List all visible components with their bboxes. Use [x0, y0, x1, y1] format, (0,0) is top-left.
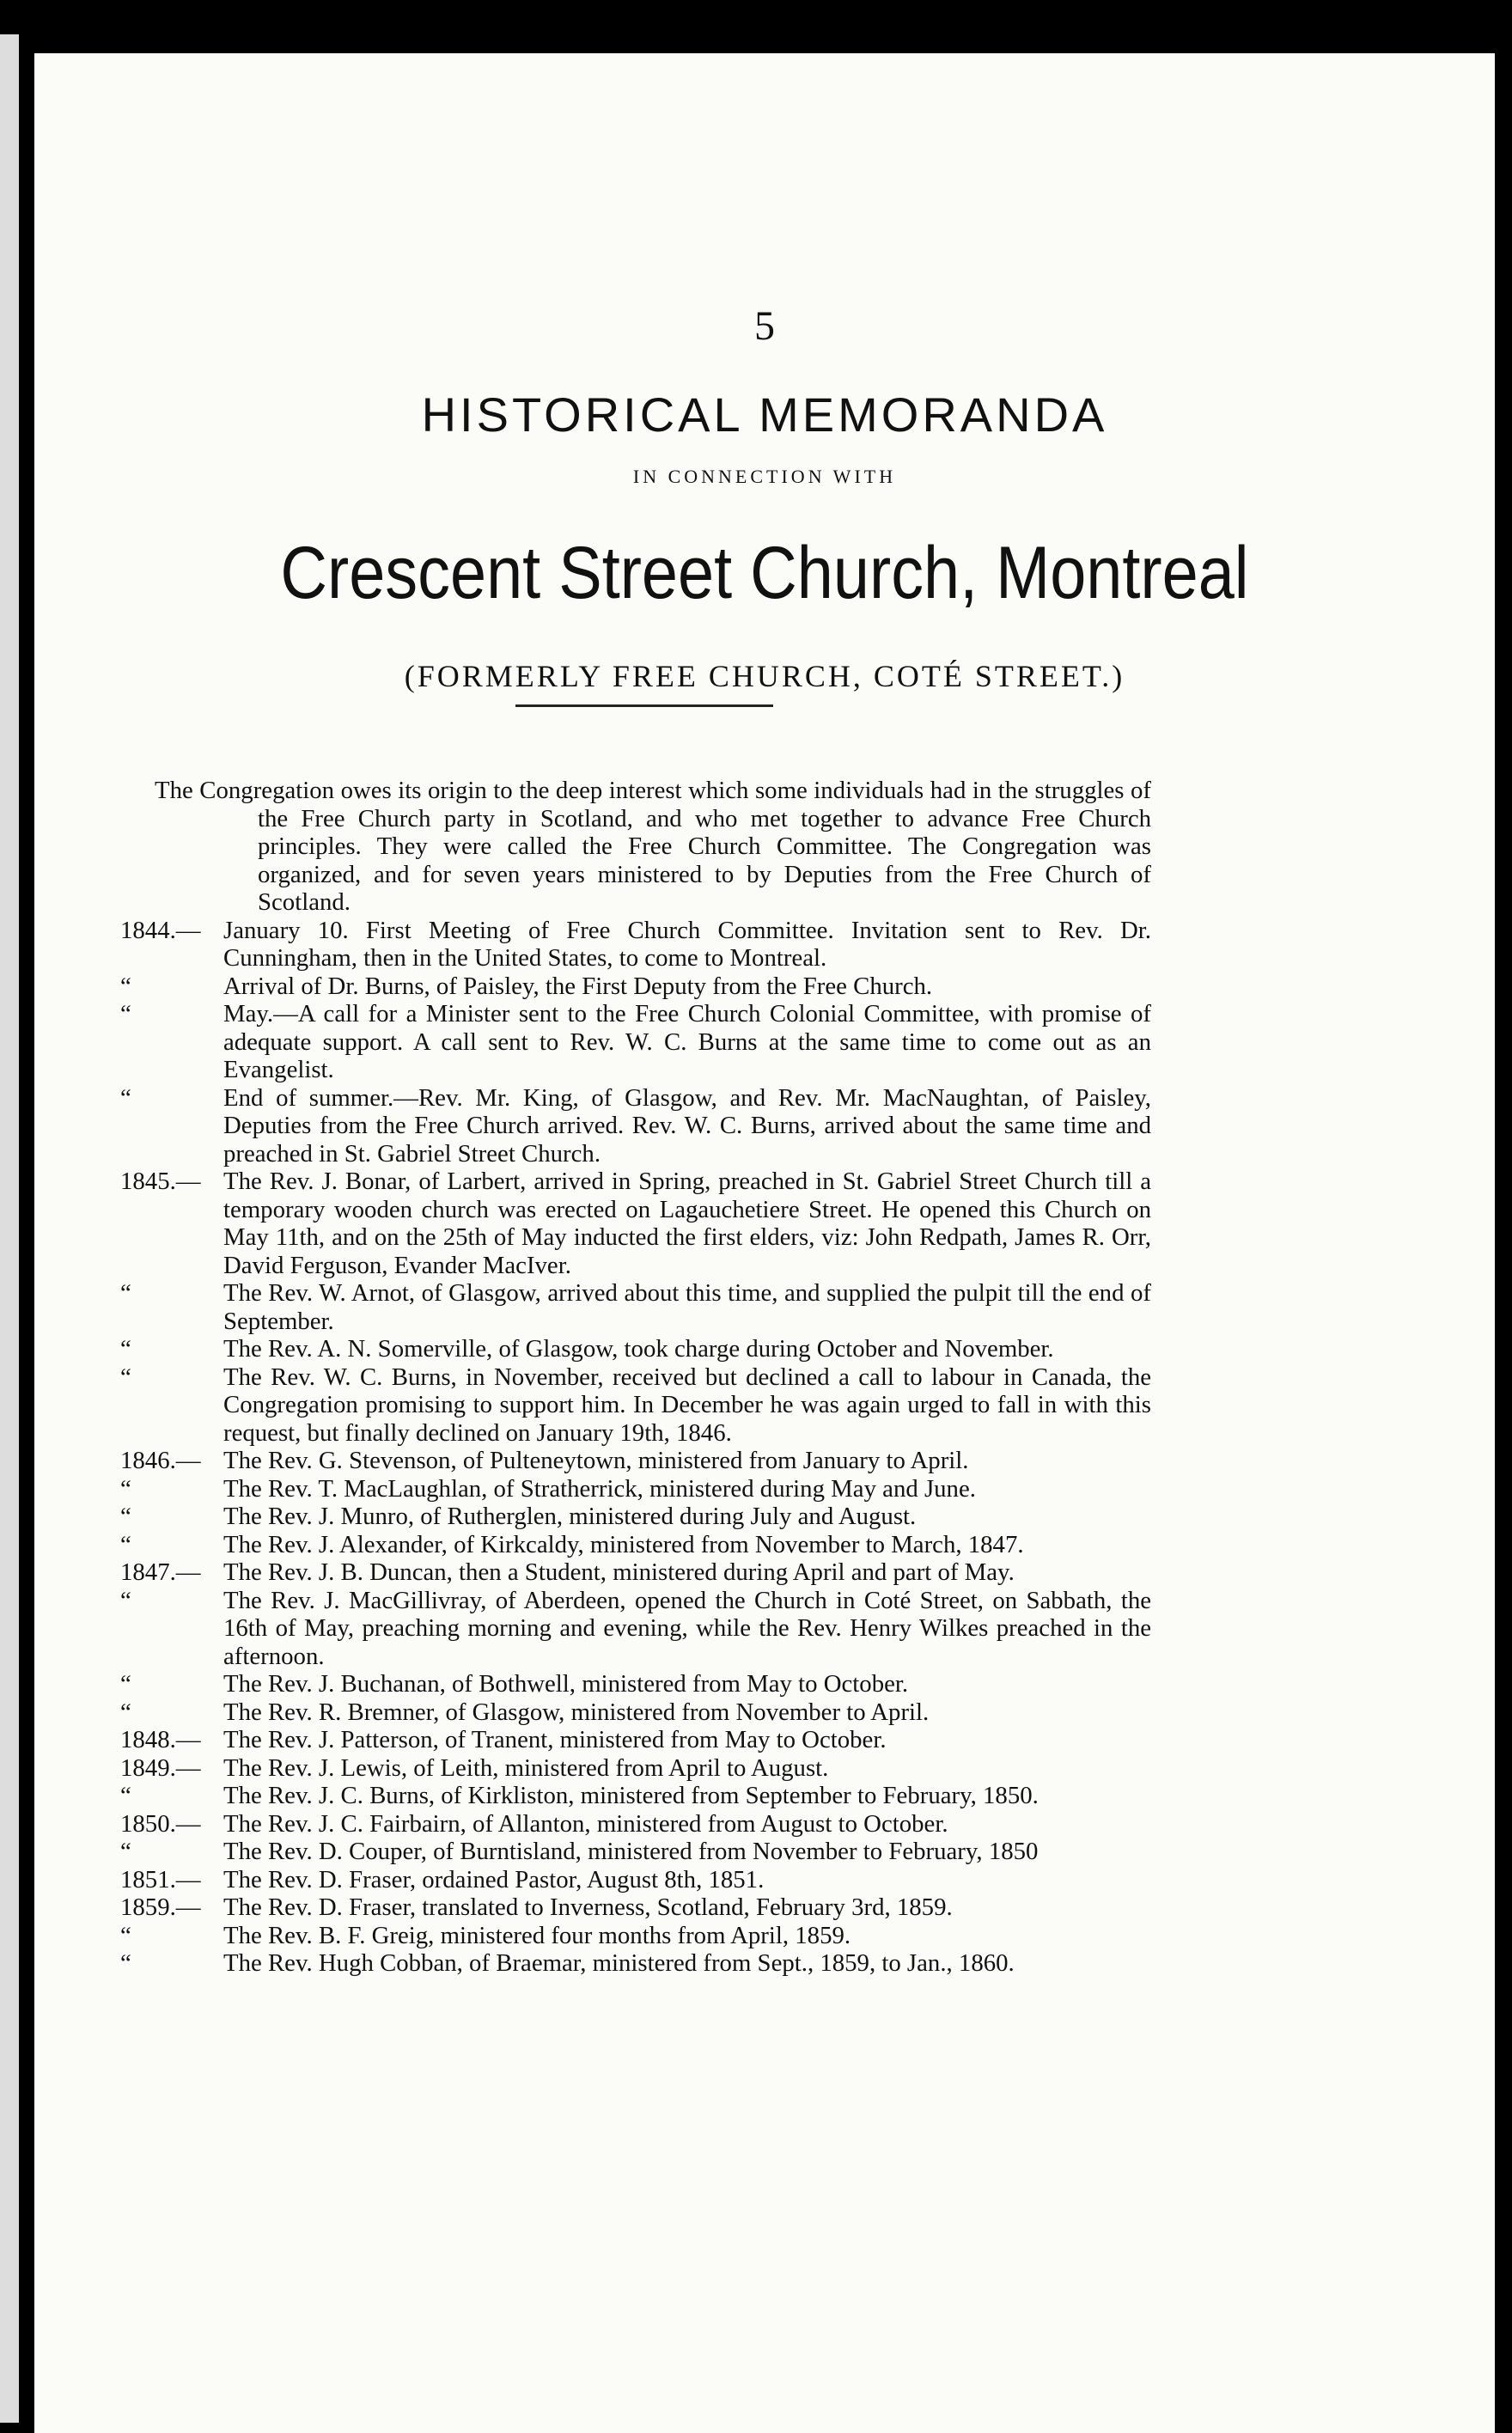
memo-entry — [120, 1530, 1151, 1559]
entry-text: The Rev. D. Couper, of Burntisland, ministered from November to February, 1850 — [223, 1838, 1039, 1865]
entry-date-mark: “ — [120, 1279, 131, 1307]
memo-entry — [120, 1279, 1151, 1335]
entry-text: The Rev. J. MacGillivray, of Aberdeen, opened the Church in Coté Street, on Sabbath, the 16th of May, preaching morning and evening, while the Rev. Henry Wilkes preached in the afternoon. — [223, 1586, 1151, 1670]
memo-entry — [120, 1698, 1151, 1727]
intro-paragraph: The Congregation owes its origin to the deep interest which some individuals had in the struggles of the Free Church party in Scotland, and who met together to advance Free Church principles. They were called the Free Church Committee. The Congregation was organized, and for seven years ministered to by Deputies from the Free Church of Scotland. — [155, 777, 1151, 916]
memo-entry — [120, 1726, 1151, 1754]
entry-date-mark: “ — [120, 1000, 131, 1027]
entry-text: The Rev. T. MacLaughlan, of Stratherrick, ministered during May and June. — [223, 1474, 976, 1503]
entry-date-mark: “ — [120, 1838, 131, 1865]
memo-entry — [120, 1000, 1151, 1084]
entry-date-mark: 1849.— — [120, 1753, 201, 1782]
entry-date-mark: 1848.— — [120, 1726, 201, 1753]
entry-text: The Rev. J. C. Fairbairn, of Allanton, ministered from August to October. — [223, 1809, 948, 1838]
adjacent-page-edge — [0, 34, 19, 2423]
entry-text: The Rev. J. Buchanan, of Bothwell, ministered from May to October. — [223, 1670, 909, 1698]
entry-text: The Rev. A. N. Somerville, of Glasgow, took charge during October and November. — [223, 1335, 1054, 1363]
entry-date-mark: 1846.— — [120, 1447, 201, 1474]
memo-entry — [120, 1586, 1151, 1671]
memo-entry — [120, 1670, 1151, 1698]
memo-entry — [120, 1921, 1151, 1950]
entry-date-mark: 1845.— — [120, 1168, 201, 1195]
memo-entry — [120, 1809, 1151, 1838]
memo-entry — [120, 1335, 1151, 1363]
entry-date-mark: “ — [120, 1949, 131, 1977]
memo-entry — [120, 1363, 1151, 1448]
memo-entry — [120, 1474, 1151, 1503]
memo-entry — [120, 916, 1151, 973]
entry-date-mark: “ — [120, 1474, 131, 1503]
entry-date-mark: 1850.— — [120, 1809, 201, 1838]
entry-text: The Rev. D. Fraser, ordained Pastor, August 8th, 1851. — [223, 1865, 765, 1893]
entry-text: The Rev. W. Arnot, of Glasgow, arrived about this time, and supplied the pulpit till the end of September. — [223, 1279, 1151, 1335]
memo-entry — [120, 1893, 1151, 1922]
memo-entry — [120, 1949, 1151, 1978]
entry-text: Arrival of Dr. Burns, of Paisley, the First Deputy from the Free Church. — [223, 972, 933, 1000]
entry-text: The Rev. B. F. Greig, ministered four months from April, 1859. — [223, 1921, 851, 1949]
memo-entry — [120, 1865, 1151, 1894]
church-name-heading: Crescent Street Church, Montreal — [280, 532, 1249, 614]
entry-text: The Rev. G. Stevenson, of Pulteneytown, ministered from January to April. — [223, 1447, 969, 1474]
entry-date-mark: “ — [120, 1698, 131, 1726]
memo-entry — [120, 1753, 1151, 1783]
memo-entry — [120, 1083, 1151, 1168]
memo-entry — [120, 1168, 1151, 1279]
subtitle: IN CONNECTION WITH — [632, 466, 897, 487]
entry-date-mark: “ — [120, 1363, 131, 1391]
memo-entry — [120, 972, 1151, 1001]
entry-text: The Rev. J. Bonar, of Larbert, arrived in Spring, preached in St. Gabriel Street Church till a temporary wooden church was erected on Lagauchetiere Street. He opened this Church on May 11th, and on the 25th of May inducted the first elders, viz: John Redpath, James R. Orr, David Ferguson, Evander MacIver. — [223, 1168, 1151, 1279]
entry-date-mark: “ — [120, 972, 131, 1000]
entry-text: The Rev. J. Munro, of Rutherglen, ministered during July and August. — [223, 1503, 917, 1530]
entry-date-mark: 1847.— — [120, 1558, 201, 1586]
memo-entry — [120, 1503, 1151, 1531]
entry-text: The Rev. W. C. Burns, in November, received but declined a call to labour in Canada, the Congregation promising to support him. In December he was again urged to fall in with this request, but finally declined on January 19th, 1846. — [223, 1363, 1151, 1447]
entry-date-mark: “ — [120, 1335, 131, 1363]
entry-date-mark: “ — [120, 1530, 131, 1558]
entry-text: May.—A call for a Minister sent to the Free Church Colonial Committee, with promise of adequate support. A call sent to Rev. W. C. Burns at the same time to come out as an Evangelist. — [223, 1000, 1151, 1083]
entry-text: The Rev. J. Lewis, of Leith, ministered from April to August. — [223, 1753, 829, 1782]
entry-text: The Rev. J. Patterson, of Tranent, ministered from May to October. — [223, 1726, 887, 1753]
entry-date-mark: 1859.— — [120, 1893, 201, 1921]
entry-text: End of summer.—Rev. Mr. King, of Glasgow, and Rev. Mr. MacNaughtan, of Paisley, Deputies from the Free Church arrived. Rev. W. C. Burns, arrived about the same time and preached in St. Gabriel Street Church. — [223, 1083, 1151, 1168]
entry-text: The Rev. R. Bremner, of Glasgow, ministered from November to April. — [223, 1698, 930, 1726]
entry-date-mark: “ — [120, 1083, 131, 1112]
entry-text: January 10. First Meeting of Free Church Committee. Invitation sent to Rev. Dr. Cunningham, then in the United States, to come to Montreal. — [223, 916, 1151, 972]
memoranda-entries — [120, 916, 1151, 1978]
memoranda-body — [120, 777, 1151, 1978]
entry-text: The Rev. D. Fraser, translated to Inverness, Scotland, February 3rd, 1859. — [223, 1893, 953, 1921]
memo-entry — [120, 1447, 1151, 1475]
entry-date-mark: “ — [120, 1782, 131, 1809]
entry-date-mark: “ — [120, 1670, 131, 1698]
memo-entry — [120, 1838, 1151, 1866]
page-number: 5 — [754, 303, 775, 349]
page-title: HISTORICAL MEMORANDA — [421, 387, 1108, 442]
memo-entry — [120, 1782, 1151, 1810]
entry-date-mark: “ — [120, 1921, 131, 1949]
entry-date-mark: “ — [120, 1586, 131, 1614]
memo-entry — [120, 1558, 1151, 1587]
divider-rule — [515, 704, 773, 707]
entry-text: The Rev. Hugh Cobban, of Braemar, ministered from Sept., 1859, to Jan., 1860. — [223, 1949, 1015, 1977]
entry-text: The Rev. J. Alexander, of Kirkcaldy, ministered from November to March, 1847. — [223, 1530, 1024, 1558]
entry-date-mark: “ — [120, 1503, 131, 1530]
entry-text: The Rev. J. C. Burns, of Kirkliston, ministered from September to February, 1850. — [223, 1782, 1039, 1809]
entry-date-mark: 1844.— — [120, 916, 201, 944]
formerly-note: (FORMERLY FREE CHURCH, COTÉ STREET.) — [404, 659, 1125, 693]
entry-date-mark: 1851.— — [120, 1865, 201, 1893]
document-page — [34, 53, 1495, 2433]
entry-text: The Rev. J. B. Duncan, then a Student, ministered during April and part of May. — [223, 1558, 1015, 1586]
